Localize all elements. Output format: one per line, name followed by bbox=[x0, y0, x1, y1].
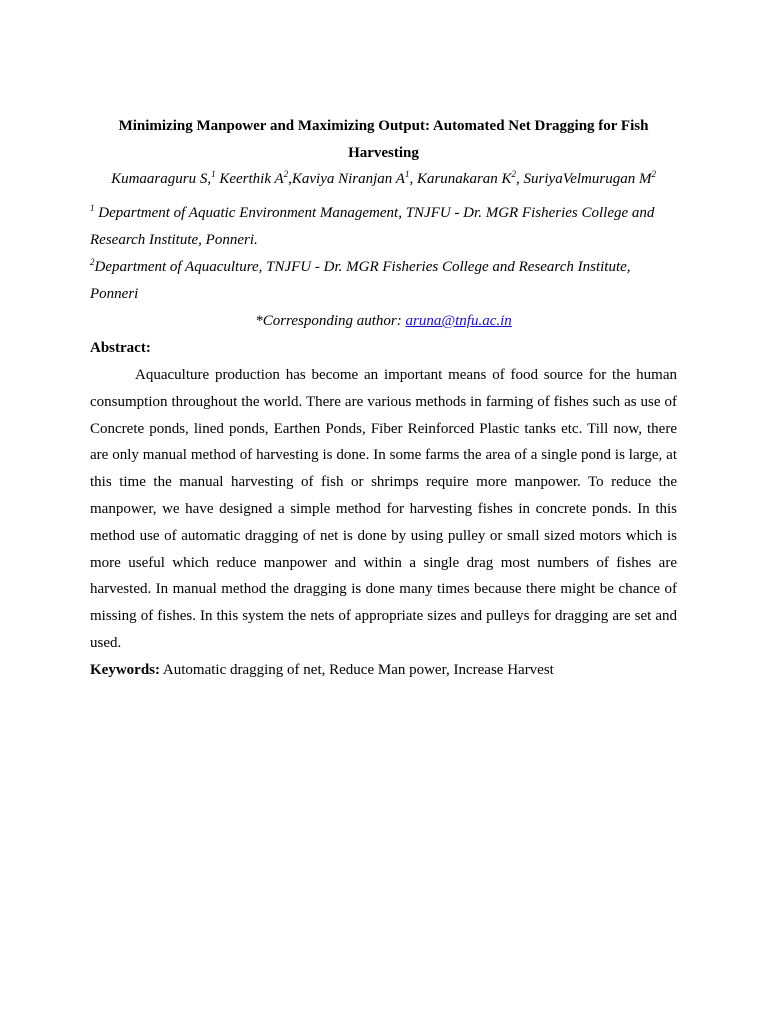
author-affiliation-mark: 2 bbox=[651, 169, 656, 179]
corresponding-author bbox=[90, 308, 677, 335]
author-list bbox=[90, 167, 677, 191]
author-separator: , bbox=[409, 171, 417, 187]
affiliation-item bbox=[90, 254, 677, 308]
author-affiliation-mark: 1 bbox=[404, 169, 410, 179]
author-name: Karunakaran K bbox=[416, 171, 512, 187]
author-separator: , bbox=[288, 171, 292, 187]
affiliation-text: Department of Aquatic Environment Management, TNJFU - Dr. MGR Fisheries College and Research Institute, Ponneri. bbox=[90, 205, 655, 248]
paper-title: Minimizing Manpower and Maximizing Output: Automated Net Dragging for Fish Harvesting bbox=[118, 118, 649, 161]
author-name: Kumaaraguru S, bbox=[111, 171, 212, 187]
affiliation-mark: 2 bbox=[90, 257, 95, 267]
author-name: SuriyaVelmurugan M bbox=[523, 171, 652, 187]
keywords-text: Automatic dragging of net, Reduce Man power, Increase Harvest bbox=[160, 661, 554, 678]
affiliation-item bbox=[90, 200, 677, 254]
keywords bbox=[90, 657, 677, 684]
author-name: Kaviya Niranjan A bbox=[291, 171, 405, 187]
keywords-label: Keywords: bbox=[90, 661, 160, 678]
corresponding-author-label: *Corresponding author: bbox=[255, 313, 406, 329]
affiliation-list bbox=[90, 200, 677, 308]
author-affiliation-mark: 1 bbox=[211, 169, 216, 179]
abstract-body: Aquaculture production has become an important means of food source for the human consumption throughout the world. There are various methods in farming of fishes such as use of Concrete ponds, lined ponds, Earthen Ponds, Fiber Reinforced Plastic tanks etc. Till now, there are only manual method of harvesting is done. In some farms the area of a single pond is large, at this time the manual harvesting of fish or shrimps require more manpower. To reduce the manpower, we have designed a simple method for harvesting fishes in concrete ponds. In this method use of automatic dragging of net is done by using pulley or small sized motors which is more useful which reduce manpower and within a single drag most numbers of fishes are harvested. In manual method the dragging is done many times because there might be chance of missing of fishes. In this system the nets of appropriate sizes and pulleys for dragging are set and used. bbox=[90, 367, 677, 651]
author-affiliation-mark: 2 bbox=[511, 169, 517, 179]
author-affiliation-mark: 2 bbox=[283, 169, 289, 179]
corresponding-author-email-link[interactable]: aruna@tnfu.ac.in bbox=[405, 313, 512, 329]
abstract-heading: Abstract: bbox=[90, 340, 151, 356]
affiliation-text: Department of Aquaculture, TNJFU - Dr. MGR Fisheries College and Research Institute, Ponneri bbox=[90, 259, 631, 302]
author-separator: , bbox=[516, 171, 524, 187]
author-name: Keerthik A bbox=[219, 171, 284, 187]
paper-page bbox=[90, 113, 677, 684]
affiliation-mark: 1 bbox=[90, 203, 95, 213]
